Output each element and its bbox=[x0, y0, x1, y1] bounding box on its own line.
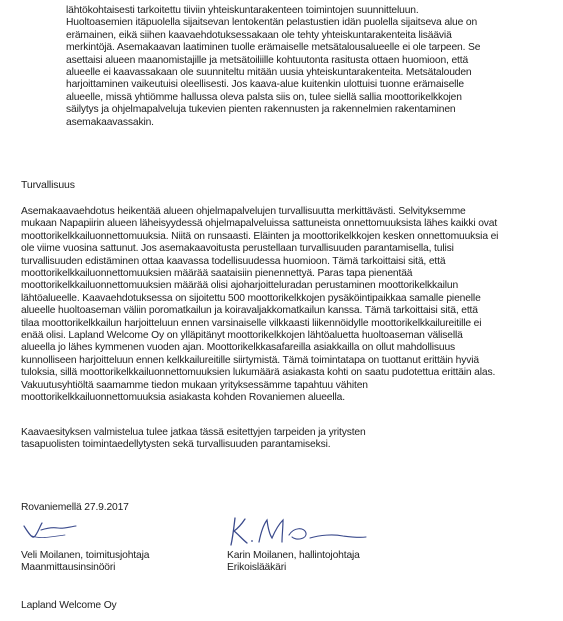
signatory-name-title: Veli Moilanen, toimitusjohtaja bbox=[21, 550, 150, 561]
closing-paragraph bbox=[21, 427, 366, 452]
text-line: ole viime vuosina sattunut. Jos asemakaavoitusta perustellaan turvallisuuden parantamisella, tulisi bbox=[21, 243, 454, 255]
place-and-date: Rovaniemellä 27.9.2017 bbox=[21, 502, 129, 513]
signatory-profession: Erikoislääkäri bbox=[227, 562, 287, 574]
text-line: erämainen, eikä siihen kaavaehdotuksessakaan ole tehty yhteiskuntarakenteita lisääviä bbox=[66, 29, 452, 41]
text-line: lähtöalueelle. Kaavaehdotuksessa on sijoitettu 500 moottorikelkkojen pysäköintipaikkaa samalle pienelle bbox=[21, 292, 481, 304]
signatory-karin bbox=[227, 550, 360, 575]
text-line: lähtökohtaisesti tarkoitettu tiiviin yhteiskuntarakenteen toimintojen suunnitteluun. bbox=[66, 5, 419, 16]
text-line: Vakuutusyhtiöltä saamamme tiedon mukaan yrityksessämme tapahtuu vähiten bbox=[21, 379, 368, 391]
text-line: moottorikelkkailuonnettomuuksia asiakasta kohden Rovaniemen alueella. bbox=[21, 392, 345, 404]
text-line: alueella jo lähes kymmenen vuoden ajan. Moottorikelkkasafareilla asiakkailla on ollut mahdollisuus bbox=[21, 342, 456, 354]
text-line: moottorikelkkailuonnettomuuksia. Niitä on runsaasti. Eläinten ja moottorikelkkojen kesken onnettomuuksia ei bbox=[21, 230, 499, 242]
text-line: Kaavaesityksen valmistelua tulee jatkaa tässä esitettyjen tarpeiden ja yritysten bbox=[21, 427, 366, 438]
signature-veli-moilanen bbox=[21, 518, 81, 544]
text-line: moottorikelkkailuonnettomuuksien määrää saataisiin pienennettyä. Paras tapa pienentää bbox=[21, 268, 413, 280]
text-line: tuloksia, sillä moottorikelkkailuonnettomuuksien lukumäärä asiakasta kohti on saatu pudotettua erittäin alas. bbox=[21, 367, 496, 379]
text-line: asemakaavassakin. bbox=[66, 116, 154, 128]
company-name: Lapland Welcome Oy bbox=[21, 600, 117, 611]
intro-paragraph bbox=[66, 5, 480, 129]
text-line: turvallisuuden edistäminen ottaa kaavassa todellisuudessa huomioon. Tämä tarkoittaisi sitä, että bbox=[21, 255, 446, 267]
text-line: alueelle, missä yhtiömme hallussa oleva palsta siis on, tulee siellä sallia moottorikelkkojen bbox=[66, 91, 462, 103]
text-line: Asemakaavaehdotus heikentää alueen ohjelmapalvelujen turvallisuutta merkittävästi. Selvityksemme bbox=[21, 206, 466, 217]
safety-paragraph bbox=[21, 206, 498, 405]
text-line: kunnolliseen harjoitteluun ennen kelkkailureitille siirtymistä. Tämä toimintatapa on tuottanut erittäin hyviä bbox=[21, 354, 479, 366]
signatory-profession: Maanmittausinsinööri bbox=[21, 562, 116, 574]
text-line: alueelle ei kaavassakaan ole suunniteltu mitään uusia yhteiskuntarakenteita. Metsätalouden bbox=[66, 67, 472, 79]
signatory-veli bbox=[21, 550, 149, 575]
section-heading: Turvallisuus bbox=[21, 179, 75, 191]
text-line: harjoittaminen vaikeutuisi oleellisesti. Jos kaava-alue kuitenkin ulottuisi tuonne erämaiselle bbox=[66, 79, 464, 91]
text-line: mukaan Napapiirin alueen läheisyydessä ohjelmapalveluissa sattuneista onnettomuuksista lähes kaikki ovat bbox=[21, 218, 498, 230]
text-line: moottorikelkkailuonnettomuuksien määrää olisi ajoharjoitteluradan perustaminen moottorikelkkailun bbox=[21, 280, 459, 292]
text-line: alueelle huoltoaseman väliin poromatkailun ja koiravaljakkomatkailun kanssa. Tämä tarkoittaisi sitä, että bbox=[21, 305, 478, 317]
text-line: tilaa moottorikelkkailun harjoitteluun ennen varsinaiselle vilkkaasti liikennöidylle moottorikelkkailureitille ei bbox=[21, 317, 482, 329]
text-line: asettaisi alueen maanomistajille ja metsätoiliille kohtuutonta rasitusta ottaen huomioon, että bbox=[66, 54, 469, 66]
text-line: säilytys ja ohjelmapalveluja tukevien pienten rakennusten ja rakennelmien rakentaminen bbox=[66, 104, 456, 116]
text-line: merkintöjä. Asemakaavan laatiminen tuolle erämaiselle metsätalousalueelle ei ole tarpeen. Se bbox=[66, 42, 481, 54]
signature-karin-moilanen bbox=[225, 514, 375, 548]
text-line: enää olisi. Lapland Welcome Oy on ylläpitänyt moottorikelkkojen lähtöaluetta huoltoaseman välisellä bbox=[21, 330, 463, 342]
signatory-name-title: Karin Moilanen, hallintojohtaja bbox=[227, 550, 360, 561]
text-line: Huoltoasemien itäpuolella sijaitsevan lentokentän pelastustien idän puolella sijaitseva alue on bbox=[66, 17, 478, 29]
text-line: tasapuolisten toimintaedellytysten sekä turvallisuuden parantamiseksi. bbox=[21, 439, 331, 451]
